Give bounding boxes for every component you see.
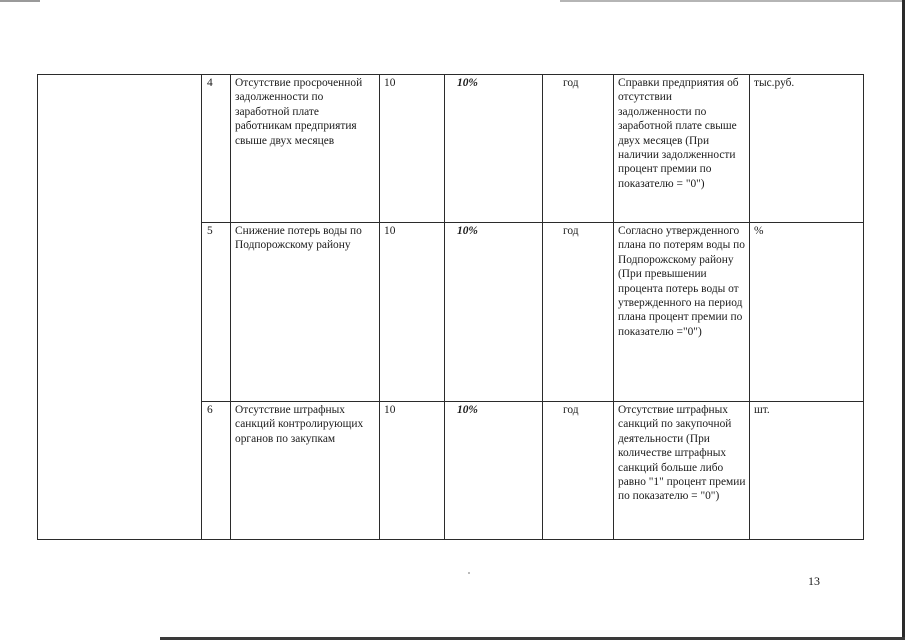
- indicator-name: Снижение потерь воды по Подпорожскому району: [231, 223, 380, 402]
- row-number: 5: [202, 223, 231, 402]
- indicator-unit: тыс.руб.: [750, 75, 864, 223]
- indicator-percent: 10%: [445, 75, 543, 223]
- indicator-unit: шт.: [750, 402, 864, 540]
- merged-left-cell: [38, 75, 202, 540]
- indicator-period: год: [543, 223, 614, 402]
- indicator-period: год: [543, 75, 614, 223]
- indicator-unit: %: [750, 223, 864, 402]
- indicator-name: Отсутствие просроченной задолженности по заработной плате работникам предприятия свыше двух месяцев: [231, 75, 380, 223]
- page-number: 13: [808, 574, 820, 588]
- indicator-source: Согласно утвержденного плана по потерям воды по Подпорожскому району (При превышении процента потерь воды от утвержденного на период плана процент премии по показателю ="0"): [614, 223, 750, 402]
- row-number: 4: [202, 75, 231, 223]
- indicator-source: Отсутствие штрафных санкций по закупочной деятельности (При количестве штрафных санкций больше либо равно "1" процент премии по показателю = "0"): [614, 402, 750, 540]
- indicator-name: Отсутствие штрафных санкций контролирующих органов по закупкам: [231, 402, 380, 540]
- table-row: [38, 75, 864, 223]
- row-number: 6: [202, 402, 231, 540]
- indicator-weight: 10: [380, 75, 445, 223]
- scan-speck: [468, 572, 470, 574]
- indicator-period: год: [543, 402, 614, 540]
- indicator-weight: 10: [380, 223, 445, 402]
- scan-edge-top: [0, 0, 905, 2]
- indicator-percent: 10%: [445, 223, 543, 402]
- indicator-weight: 10: [380, 402, 445, 540]
- indicators-table: [37, 74, 864, 540]
- indicator-source: Справки предприятия об отсутствии задолженности по заработной плате свыше двух месяцев (При наличии задолженности процент премии по показателю = "0"): [614, 75, 750, 223]
- indicator-percent: 10%: [445, 402, 543, 540]
